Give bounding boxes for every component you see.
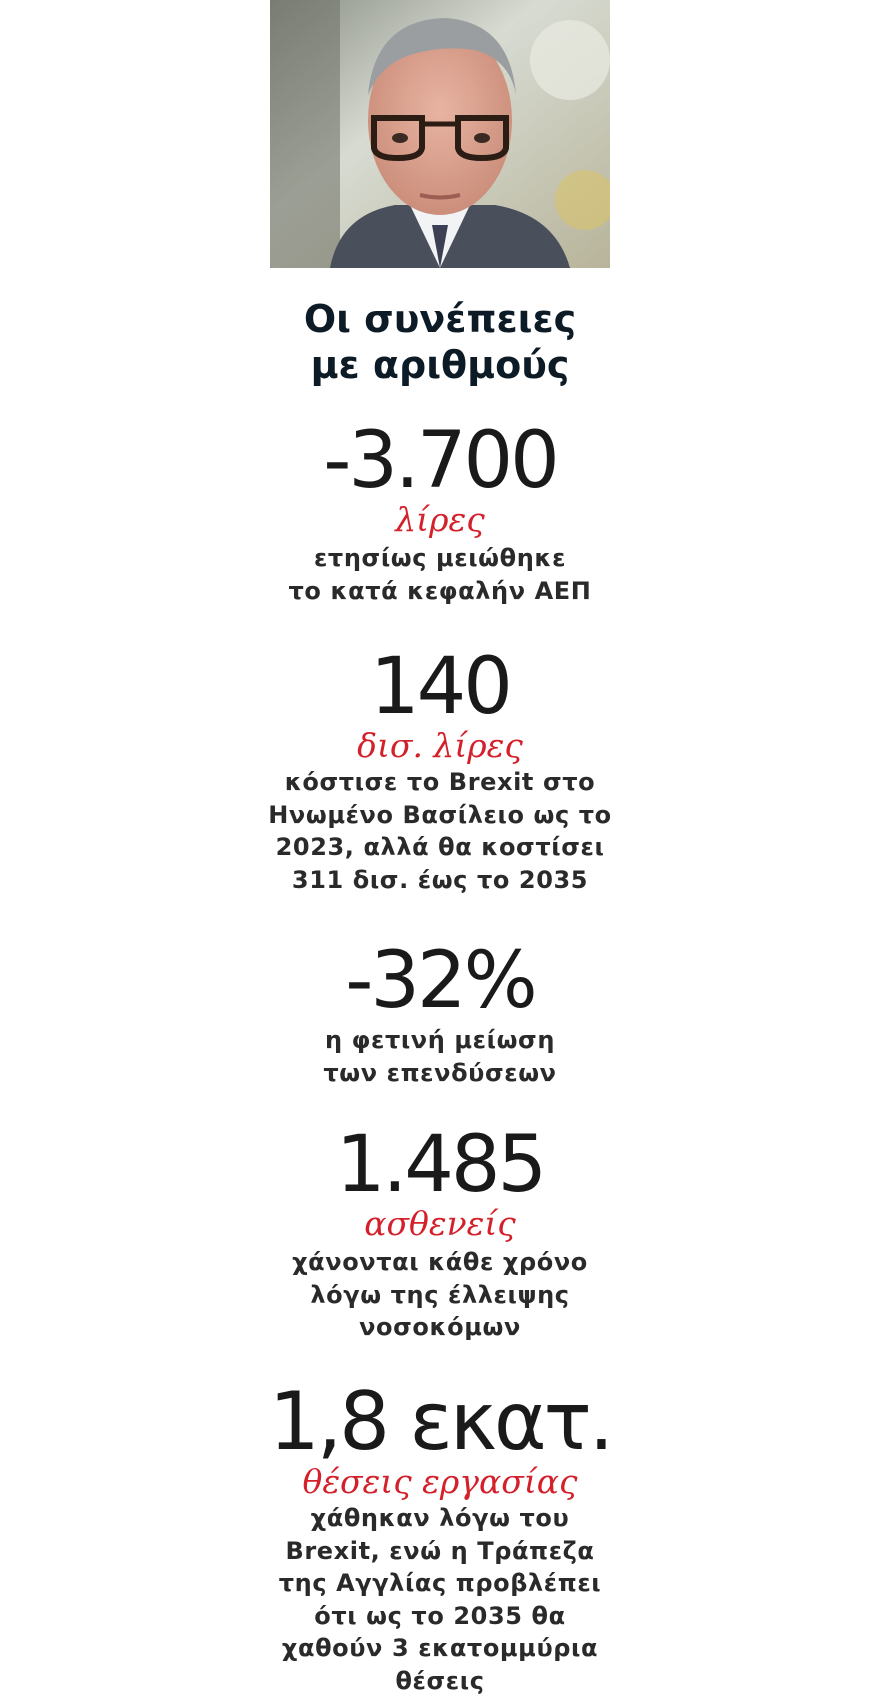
stat-value: 140 [370, 642, 510, 732]
stat-value: 1.485 [335, 1120, 545, 1210]
stat-description: χάθηκαν λόγω του Brexit, ενώ η Τράπεζα της Αγγλίας προβλέπει ότι ως το 2035 θα χαθούν 3 εκατομμύρια θέσεις [278, 1504, 602, 1695]
stat-description: κόστισε το Brexit στο Ηνωμένο Βασίλειο ως το 2023, αλλά θα κοστίσει 311 δισ. έως το 2035 [268, 768, 612, 894]
stat-unit: λίρες [395, 500, 485, 539]
stat-value: -3.700 [323, 416, 557, 506]
page-title [240, 296, 640, 388]
stat-block [240, 1120, 640, 1344]
title-line-1: Οι συνέπειες [303, 297, 577, 341]
stat-description: χάνονται κάθε χρόνο λόγω της έλλειψης νοσοκόμων [292, 1248, 588, 1341]
stat-block [240, 642, 640, 896]
stat-block [240, 416, 640, 607]
title-line-2: με αριθμούς [310, 343, 570, 387]
stat-description: η φετινή μείωση των επενδύσεων [323, 1026, 557, 1087]
stat-value: 1,8 εκατ. [268, 1375, 612, 1468]
stat-value: -32% [345, 936, 535, 1026]
portrait-photo [270, 0, 610, 268]
stat-block [240, 936, 640, 1089]
stat-block [240, 1375, 640, 1697]
stat-unit: ασθενείς [364, 1204, 516, 1243]
stat-unit: θέσεις εργασίας [302, 1462, 578, 1501]
stat-unit: δισ. λίρες [357, 726, 523, 765]
stat-description: ετησίως μειώθηκε το κατά κεφαλήν ΑΕΠ [288, 544, 592, 605]
